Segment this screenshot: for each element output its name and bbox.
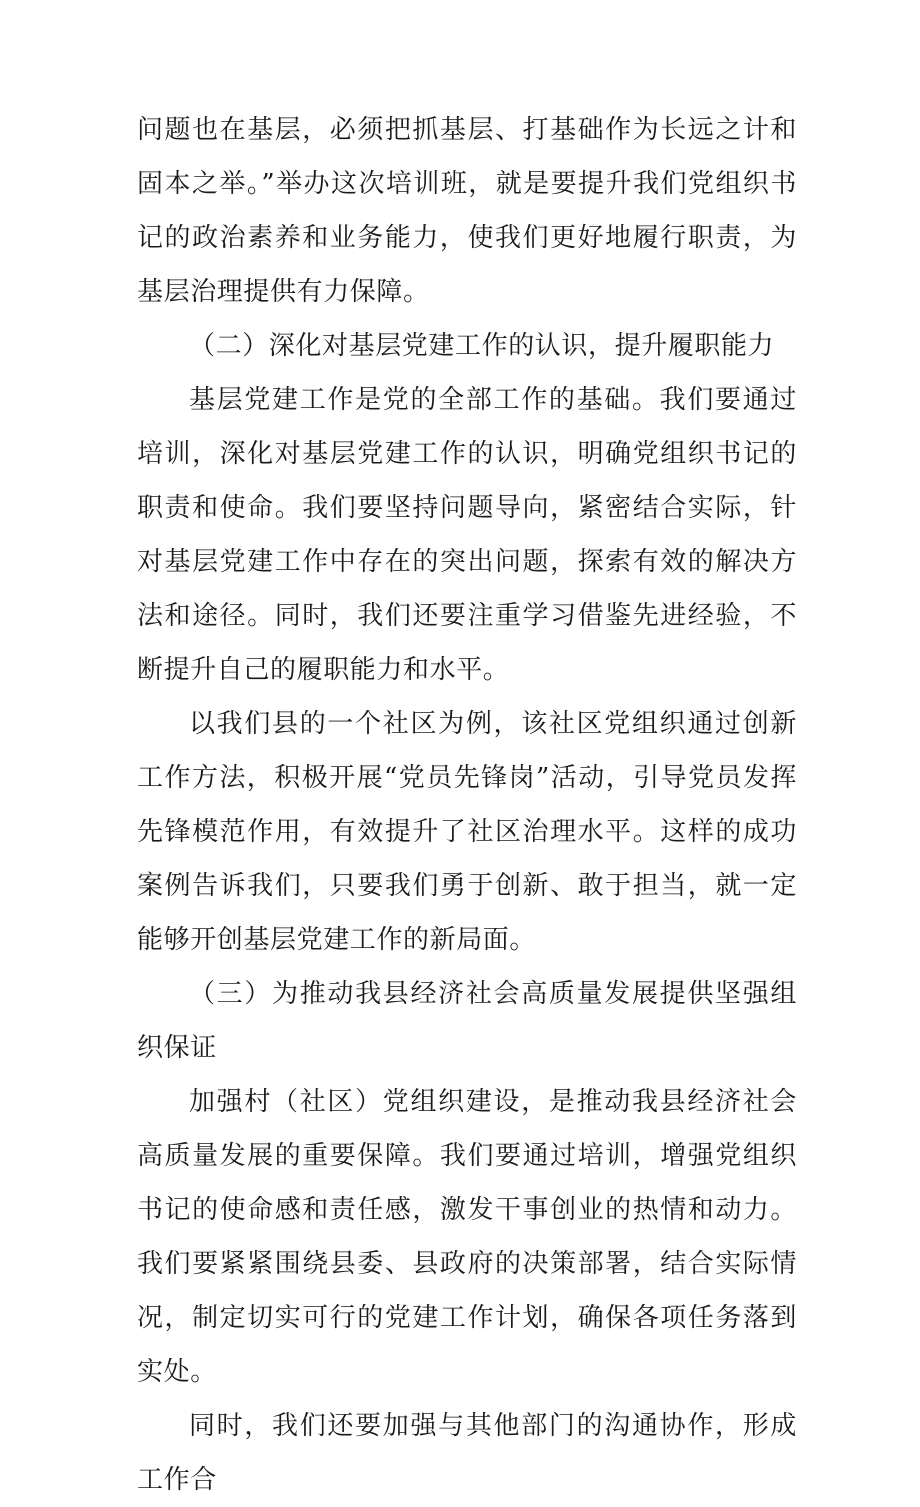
section-heading-3: （三）为推动我县经济社会高质量发展提供坚强组织保证 [137, 979, 797, 1063]
paragraph-body: 以我们县的一个社区为例，该社区党组织通过创新工作方法，积极开展“党员先锋岗”活动，引导党员发挥先锋模范作用，有效提升了社区治理水平。这样的成功案例告诉我们，只要我们勇于创新、敢于担当，就一定能够开创基层党建工作的新局面。 [137, 709, 797, 955]
document-body [137, 103, 797, 1507]
paragraph-continuation: 问题也在基层，必须把抓基层、打基础作为长远之计和固本之举。”举办这次培训班，就是要提升我们党组织书记的政治素养和业务能力，使我们更好地履行职责，为基层治理提供有力保障。 [137, 115, 797, 307]
section-heading-2: （二）深化对基层党建工作的认识，提升履职能力 [189, 331, 775, 361]
paragraph-body: 基层党建工作是党的全部工作的基础。我们要通过培训，深化对基层党建工作的认识，明确党组织书记的职责和使命。我们要坚持问题导向，紧密结合实际，针对基层党建工作中存在的突出问题，探索有效的解决方法和途径。同时，我们还要注重学习借鉴先进经验，不断提升自己的履职能力和水平。 [137, 385, 797, 685]
paragraph-body: 加强村（社区）党组织建设，是推动我县经济社会高质量发展的重要保障。我们要通过培训，增强党组织书记的使命感和责任感，激发干事创业的热情和动力。我们要紧紧围绕县委、县政府的决策部署，结合实际情况，制定切实可行的党建工作计划，确保各项任务落到实处。 [137, 1087, 797, 1387]
paragraph-body: 同时，我们还要加强与其他部门的沟通协作，形成工作合 [137, 1411, 797, 1495]
